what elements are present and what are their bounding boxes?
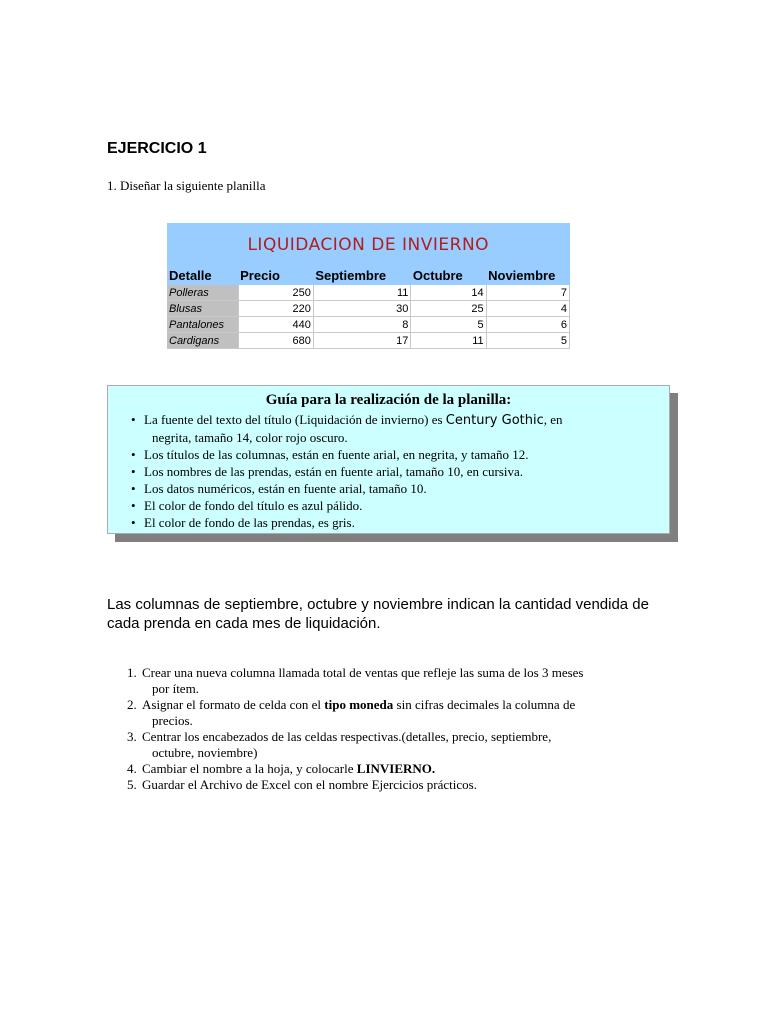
list-item [144, 463, 669, 480]
oct-cell: 25 [411, 301, 486, 317]
table-row [167, 301, 570, 317]
steps-list [127, 665, 667, 793]
guide-list [108, 411, 669, 531]
table-row [167, 333, 570, 349]
list-item [144, 411, 669, 446]
guide-title: Guía para la realización de la planilla: [265, 392, 512, 408]
guide-item-continuation: negrita, tamaño 14, color rojo oscuro. [152, 430, 348, 445]
list-item [127, 761, 667, 777]
guide-item-text: La fuente del texto del título (Liquidación de invierno) es [144, 412, 443, 427]
list-item [144, 480, 669, 497]
header-row [167, 263, 570, 285]
nov-cell: 7 [486, 285, 569, 301]
step-number: 3. [127, 729, 137, 744]
column-header-precio: Precio [238, 263, 313, 285]
guide-item-text: Los nombres de las prendas, están en fuente arial, tamaño 10, en cursiva. [144, 464, 524, 479]
price-cell: 250 [238, 285, 313, 301]
list-item [127, 697, 667, 729]
item-cell: Polleras [167, 285, 238, 301]
item-cell: Cardigans [167, 333, 238, 349]
table-row [167, 285, 570, 301]
guide-item-text: Los datos numéricos, están en fuente arial, tamaño 10. [144, 481, 427, 496]
price-cell: 440 [238, 317, 313, 333]
price-cell: 680 [238, 333, 313, 349]
intro-instruction: 1. Diseñar la siguiente planilla [107, 178, 266, 193]
step-continuation: octubre, noviembre) [152, 745, 258, 760]
nov-cell: 5 [486, 333, 569, 349]
list-item [144, 497, 669, 514]
step-bold-text: tipo moneda [324, 697, 394, 712]
guide-item-text: Los títulos de las columnas, están en fuente arial, en negrita, y tamaño 12. [144, 447, 529, 462]
nov-cell: 4 [486, 301, 569, 317]
step-number: 5. [127, 777, 137, 792]
list-item [127, 777, 667, 793]
oct-cell: 11 [411, 333, 486, 349]
step-text: Centrar los encabezados de las celdas respectivas.(detalles, precio, septiembre, [142, 729, 552, 744]
column-header-septiembre: Septiembre [313, 263, 411, 285]
step-text: Cambiar el nombre a la hoja, y colocarle [142, 761, 354, 776]
step-number: 2. [127, 697, 137, 712]
list-item [144, 446, 669, 463]
exercise-heading: EJERCICIO 1 [107, 140, 207, 157]
guide-box [107, 385, 670, 534]
step-bold-text: LINVIERNO. [356, 761, 436, 776]
spreadsheet-table [167, 223, 570, 349]
sept-cell: 17 [313, 333, 411, 349]
oct-cell: 14 [411, 285, 486, 301]
column-header-octubre: Octubre [411, 263, 486, 285]
step-text: sin cifras decimales la columna de [396, 697, 576, 712]
price-cell: 220 [238, 301, 313, 317]
step-number: 1. [127, 665, 137, 680]
sept-cell: 11 [313, 285, 411, 301]
item-cell: Pantalones [167, 317, 238, 333]
description-paragraph: Las columnas de septiembre, octubre y noviembre indican la cantidad vendida de cada prenda en cada mes de liquidación. [107, 596, 649, 632]
step-text: Asignar el formato de celda con el [142, 697, 322, 712]
item-cell: Blusas [167, 301, 238, 317]
table-row [167, 317, 570, 333]
step-number: 4. [127, 761, 137, 776]
guide-item-text: El color de fondo del título es azul pálido. [144, 498, 363, 513]
step-text: Crear una nueva columna llamada total de ventas que refleje las suma de los 3 meses [142, 665, 584, 680]
list-item [144, 514, 669, 531]
step-continuation: precios. [152, 713, 193, 728]
nov-cell: 6 [486, 317, 569, 333]
guide-item-text: El color de fondo de las prendas, es gris. [144, 515, 355, 530]
font-name-text: Century Gothic [445, 413, 544, 428]
oct-cell: 5 [411, 317, 486, 333]
step-continuation: por ítem. [152, 681, 199, 696]
column-header-noviembre: Noviembre [486, 263, 569, 285]
step-text: Guardar el Archivo de Excel con el nombre Ejercicios prácticos. [142, 777, 477, 792]
list-item [127, 665, 667, 697]
list-item [127, 729, 667, 761]
column-header-detalle: Detalle [167, 263, 238, 285]
sept-cell: 8 [313, 317, 411, 333]
guide-item-text: , en [543, 412, 563, 427]
sheet-title: LIQUIDACION DE INVIERNO [167, 223, 570, 263]
sept-cell: 30 [313, 301, 411, 317]
